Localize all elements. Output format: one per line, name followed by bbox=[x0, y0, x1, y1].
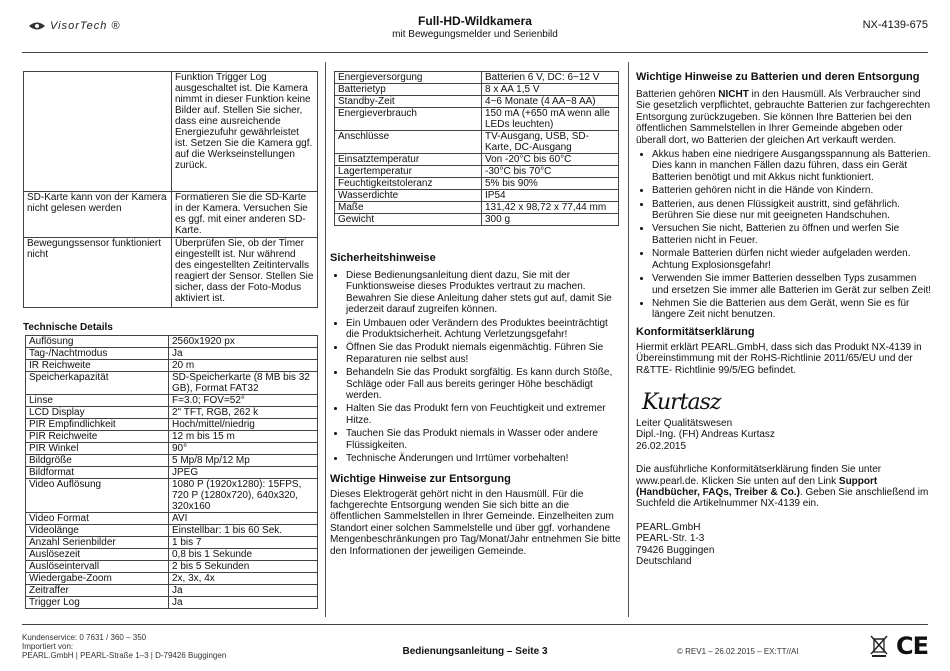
table-row bbox=[26, 360, 318, 372]
spec-label-cell: Maße bbox=[335, 202, 482, 214]
list-item: • Tauchen Sie das Produkt niemals in Wasser oder andere Flüssigkeiten. bbox=[346, 428, 622, 451]
table-row bbox=[26, 372, 318, 395]
list-item: • Batterien gehören nicht in die Hände von Kindern. bbox=[652, 185, 932, 196]
batteries-section bbox=[636, 71, 932, 567]
list-item: • Nehmen Sie die Batterien aus dem Gerät, wenn Sie es für längere Zeit nicht benutzen. bbox=[652, 298, 932, 321]
list-item: • Diese Bedienungsanleitung dient dazu, Sie mit der Funktionsweise dieses Produktes vertraut zu machen. Bewahren Sie diese Anleitung daher stets gut auf, damit Sie jederzeit darauf zugreifen können. bbox=[346, 270, 622, 316]
table-row bbox=[335, 131, 619, 154]
troubleshooting-table bbox=[23, 71, 318, 308]
spec-label-cell: Standby-Zeit bbox=[335, 96, 482, 108]
spec-label-cell: Wiedergabe-Zoom bbox=[26, 573, 169, 585]
spec-value-cell: 12 m bis 15 m bbox=[169, 431, 318, 443]
table-row bbox=[335, 108, 619, 131]
problem-cell bbox=[24, 72, 172, 192]
spec-value-cell: Einstellbar: 1 bis 60 Sek. bbox=[169, 525, 318, 537]
list-item: • Normale Batterien dürfen nicht wieder aufgeladen werden. Achtung Explosionsgefahr! bbox=[652, 248, 932, 271]
spec-label-cell: Trigger Log bbox=[26, 597, 169, 609]
batteries-heading: Wichtige Hinweise zu Batterien und deren Entsorgung bbox=[636, 71, 920, 83]
table-row bbox=[26, 537, 318, 549]
table-row bbox=[26, 549, 318, 561]
tech-details-heading: Technische Details bbox=[23, 322, 113, 333]
safety-list bbox=[330, 270, 622, 465]
table-row bbox=[335, 190, 619, 202]
spec-value-cell: 90° bbox=[169, 443, 318, 455]
spec-value-cell: JPEG bbox=[169, 467, 318, 479]
solution-cell: Funktion Trigger Log ausgeschaltet ist. Die Kamera nimmt in dieser Funktion keine Bilder auf. Stellen Sie sicher, dass eine ausreichende Energiezufuhr gewährleistet ist. Setzen Sie die Kamera ggf. auf die Werkseinstellungen zurück. bbox=[172, 72, 318, 192]
page-title: Full-HD-Wildkamera bbox=[418, 14, 532, 28]
column-divider-1 bbox=[325, 62, 326, 617]
table-row bbox=[24, 238, 318, 308]
table-row bbox=[335, 202, 619, 214]
spec-value-cell: 5% bis 90% bbox=[482, 178, 619, 190]
spec-label-cell: Energieverbrauch bbox=[335, 108, 482, 131]
table-row bbox=[26, 597, 318, 609]
solution-cell: Formatieren Sie die SD-Karte in der Kamera. Versuchen Sie es ggf. mit einer anderen SD-Karte. bbox=[172, 192, 318, 238]
spec-value-cell: 5 Mp/8 Mp/12 Mp bbox=[169, 455, 318, 467]
table-row bbox=[26, 407, 318, 419]
spec-value-cell: 2x, 3x, 4x bbox=[169, 573, 318, 585]
spec-value-cell: TV-Ausgang, USB, SD-Karte, DC-Ausgang bbox=[482, 131, 619, 154]
spec-value-cell: -30°C bis 70°C bbox=[482, 166, 619, 178]
table-row bbox=[26, 561, 318, 573]
spec-value-cell: 0,8 bis 1 Sekunde bbox=[169, 549, 318, 561]
spec-value-cell: Von -20°C bis 60°C bbox=[482, 154, 619, 166]
list-item: • Akkus haben eine niedrigere Ausgangsspannung als Batterien. Dies kann in manchen Fällen dazu führen, dass ein Gerät Batterien benötigt und mit Akkus nicht funktioniert. bbox=[652, 149, 932, 183]
spec-label-cell: Anschlüsse bbox=[335, 131, 482, 154]
safety-section bbox=[330, 252, 622, 557]
problem-cell: Bewegungssensor funktioniert nicht bbox=[24, 238, 172, 308]
table-row bbox=[26, 455, 318, 467]
table-row bbox=[26, 348, 318, 360]
spec-value-cell: 4~6 Monate (4 AA~8 AA) bbox=[482, 96, 619, 108]
table-row bbox=[24, 192, 318, 238]
spec-value-cell: 8 x AA 1,5 V bbox=[482, 84, 619, 96]
spec-value-cell: Ja bbox=[169, 597, 318, 609]
table-row bbox=[26, 431, 318, 443]
list-item: • Technische Änderungen und Irrtümer vorbehalten! bbox=[346, 453, 622, 464]
spec-label-cell: IR Reichweite bbox=[26, 360, 169, 372]
safety-heading: Sicherheitshinweise bbox=[330, 252, 436, 264]
spec-value-cell: IP54 bbox=[482, 190, 619, 202]
list-item: • Versuchen Sie nicht, Batterien zu öffnen und werfen Sie Batterien nicht in Feuer. bbox=[652, 223, 932, 246]
problem-cell: SD-Karte kann von der Kamera nicht gelesen werden bbox=[24, 192, 172, 238]
spec-value-cell: 1080 P (1920x1280): 15FPS, 720 P (1280x720), 640x320, 320x160 bbox=[169, 479, 318, 513]
table-row bbox=[335, 84, 619, 96]
list-item: • Batterien, aus denen Flüssigkeit austritt, sind gefährlich. Berühren Sie diese nur mit geeigneten Handschuhen. bbox=[652, 199, 932, 222]
spec-label-cell: Zeitraffer bbox=[26, 585, 169, 597]
spec-label-cell: Videolänge bbox=[26, 525, 169, 537]
table-row bbox=[26, 585, 318, 597]
header-divider bbox=[22, 52, 928, 53]
list-item: • Ein Umbauen oder Verändern des Produktes beeinträchtigt die Produktsicherheit. Achtung Verletzungsgefahr! bbox=[346, 318, 622, 341]
spec-label-cell: Tag-/Nachtmodus bbox=[26, 348, 169, 360]
disposal-heading: Wichtige Hinweise zur Entsorgung bbox=[330, 472, 511, 485]
table-row bbox=[26, 525, 318, 537]
ce-mark-icon: CE bbox=[896, 632, 929, 660]
spec-label-cell: Linse bbox=[26, 395, 169, 407]
spec-value-cell: 131,42 x 98,72 x 77,44 mm bbox=[482, 202, 619, 214]
table-row bbox=[26, 513, 318, 525]
list-item: • Halten Sie das Produkt fern von Feuchtigkeit und extremer Hitze. bbox=[346, 403, 622, 426]
spec-label-cell: Video Format bbox=[26, 513, 169, 525]
spec-label-cell: Speicherkapazität bbox=[26, 372, 169, 395]
footer-divider bbox=[22, 624, 928, 625]
table-row bbox=[26, 336, 318, 348]
crossed-bin-icon bbox=[870, 635, 888, 657]
table-row bbox=[26, 419, 318, 431]
spec-label-cell: Wasserdichte bbox=[335, 190, 482, 202]
spec-value-cell: Hoch/mittel/niedrig bbox=[169, 419, 318, 431]
spec-label-cell: Video Auflösung bbox=[26, 479, 169, 513]
conformity-more: Die ausführliche Konformitätserklärung finden Sie unter www.pearl.de. Klicken Sie unten auf den Link Support (Handbücher, FAQs, Treiber & Co.). Geben Sie anschließend im Suchfeld die Artikelnummer NX-4139 ein. bbox=[636, 464, 929, 510]
tech-specs-table bbox=[25, 335, 318, 609]
spec-value-cell: 300 g bbox=[482, 214, 619, 226]
table-row bbox=[335, 96, 619, 108]
spec-label-cell: Feuchtigkeitstoleranz bbox=[335, 178, 482, 190]
spec-value-cell: 2560x1920 px bbox=[169, 336, 318, 348]
spec-label-cell: Batterietyp bbox=[335, 84, 482, 96]
spec-label-cell: PIR Empfindlichkeit bbox=[26, 419, 169, 431]
table-row bbox=[26, 467, 318, 479]
spec-label-cell: Bildformat bbox=[26, 467, 169, 479]
spec-label-cell: Auslösezeit bbox=[26, 549, 169, 561]
spec-value-cell: AVI bbox=[169, 513, 318, 525]
signer-block: Leiter Qualitätswesen Dipl.-Ing. (FH) Andreas Kurtasz 26.02.2015 bbox=[636, 417, 775, 452]
batteries-intro: Batterien gehören NICHT in den Hausmüll. Als Verbraucher sind Sie gesetzlich verpflichtet, gebrauchte Batterien zur fachgerechten Entsorgung zurückzugeben. Sie können Ihre Batterien bei den öffentlichen Sammelstellen in Ihrer Gemeinde abgeben oder überall dort, wo Batterien der gleichen Art verkauft werden. bbox=[636, 89, 931, 146]
column-divider-2 bbox=[628, 62, 629, 617]
address-block: PEARL.GmbH PEARL-Str. 1-3 79426 Buggingen Deutschland bbox=[636, 521, 715, 567]
spec-label-cell: Lagertemperatur bbox=[335, 166, 482, 178]
table-row bbox=[335, 178, 619, 190]
table-row bbox=[335, 72, 619, 84]
spec-label-cell: PIR Reichweite bbox=[26, 431, 169, 443]
footer-page-label: Bedienungsanleitung – Seite 3 bbox=[402, 646, 548, 657]
footer-contact: Kundenservice: 0 7631 / 360 – 350 Importiert von: PEARL.GmbH | PEARL-Straße 1–3 | D-79426 Buggingen bbox=[22, 633, 227, 660]
spec-label-cell: Auflösung bbox=[26, 336, 169, 348]
spec-value-cell: 150 mA (+650 mA wenn alle LEDs leuchten) bbox=[482, 108, 619, 131]
spec-value-cell: SD-Speicherkarte (8 MB bis 32 GB), Format FAT32 bbox=[169, 372, 318, 395]
spec-label-cell: Bildgröße bbox=[26, 455, 169, 467]
brand-logo-text: VisorTech bbox=[50, 20, 108, 32]
footer-revision: © REV1 – 26.02.2015 – EX:TT//AI bbox=[677, 647, 799, 656]
solution-cell: Überprüfen Sie, ob der Timer eingestellt ist. Nur während des eingestellten Zeitintervalls reagiert der Sensor. Stellen Sie sicher, dass der Foto-Modus aktiviert ist. bbox=[172, 238, 318, 308]
spec-value-cell: 2" TFT, RGB, 262 k bbox=[169, 407, 318, 419]
spec-value-cell: Ja bbox=[169, 348, 318, 360]
spec-label-cell: Auslöseintervall bbox=[26, 561, 169, 573]
table-row bbox=[26, 395, 318, 407]
table-row bbox=[335, 214, 619, 226]
spec-label-cell: PIR Winkel bbox=[26, 443, 169, 455]
disposal-text: Dieses Elektrogerät gehört nicht in den Hausmüll. Für die fachgerechte Entsorgung wenden Sie sich bitte an die öffentlichen Sammelstellen in Ihrer Gemeinde. Einzelheiten zum Standort einer solchen Sammelstelle und über ggf. vorhandene Mengenbeschränkungen pro Tag/Monat/Jahr entnehmen Sie bitte den Informationen der jeweiligen Gemeinde. bbox=[330, 488, 621, 557]
spec-value-cell: F=3.0; FOV=52° bbox=[169, 395, 318, 407]
battery-list bbox=[636, 149, 932, 321]
spec-value-cell: Ja bbox=[169, 585, 318, 597]
table-row bbox=[335, 154, 619, 166]
table-row bbox=[26, 443, 318, 455]
footer-marks bbox=[870, 632, 928, 660]
conformity-text: Hiermit erklärt PEARL.GmbH, dass sich das Produkt NX-4139 in Übereinstimmung mit der RoHS-Richtlinie 2011/65/EU und der R&TTE- Richtlinie 99/5/EG befindet. bbox=[636, 341, 922, 376]
product-code: NX-4139-675 bbox=[862, 19, 928, 31]
signature: Kurtasz bbox=[642, 389, 721, 415]
list-item: • Verwenden Sie immer Batterien desselben Typs zusammen und ersetzen Sie immer alle Batterien im Gerät zur selben Zeit! bbox=[652, 273, 932, 296]
tech-specs-table-continued bbox=[334, 71, 619, 226]
spec-value-cell: Batterien 6 V, DC: 6~12 V bbox=[482, 72, 619, 84]
spec-value-cell: 1 bis 7 bbox=[169, 537, 318, 549]
table-row bbox=[335, 166, 619, 178]
table-row bbox=[24, 72, 318, 192]
spec-value-cell: 2 bis 5 Sekunden bbox=[169, 561, 318, 573]
page-subtitle: mit Bewegungsmelder und Serienbild bbox=[392, 29, 558, 40]
table-row bbox=[26, 479, 318, 513]
list-item: • Öffnen Sie das Produkt niemals eigenmächtig. Führen Sie Reparaturen nie selbst aus! bbox=[346, 342, 622, 365]
list-item: • Behandeln Sie das Produkt sorgfältig. Es kann durch Stöße, Schläge oder Fall aus bereits geringer Höhe beschädigt werden. bbox=[346, 367, 622, 401]
table-row bbox=[26, 573, 318, 585]
spec-label-cell: Anzahl Serienbilder bbox=[26, 537, 169, 549]
conformity-heading: Konformitätserklärung bbox=[636, 325, 755, 338]
brand-logo: VisorTech ® bbox=[28, 20, 120, 32]
spec-value-cell: 20 m bbox=[169, 360, 318, 372]
spec-label-cell: LCD Display bbox=[26, 407, 169, 419]
spec-label-cell: Energieversorgung bbox=[335, 72, 482, 84]
spec-label-cell: Gewicht bbox=[335, 214, 482, 226]
spec-label-cell: Einsatztemperatur bbox=[335, 154, 482, 166]
